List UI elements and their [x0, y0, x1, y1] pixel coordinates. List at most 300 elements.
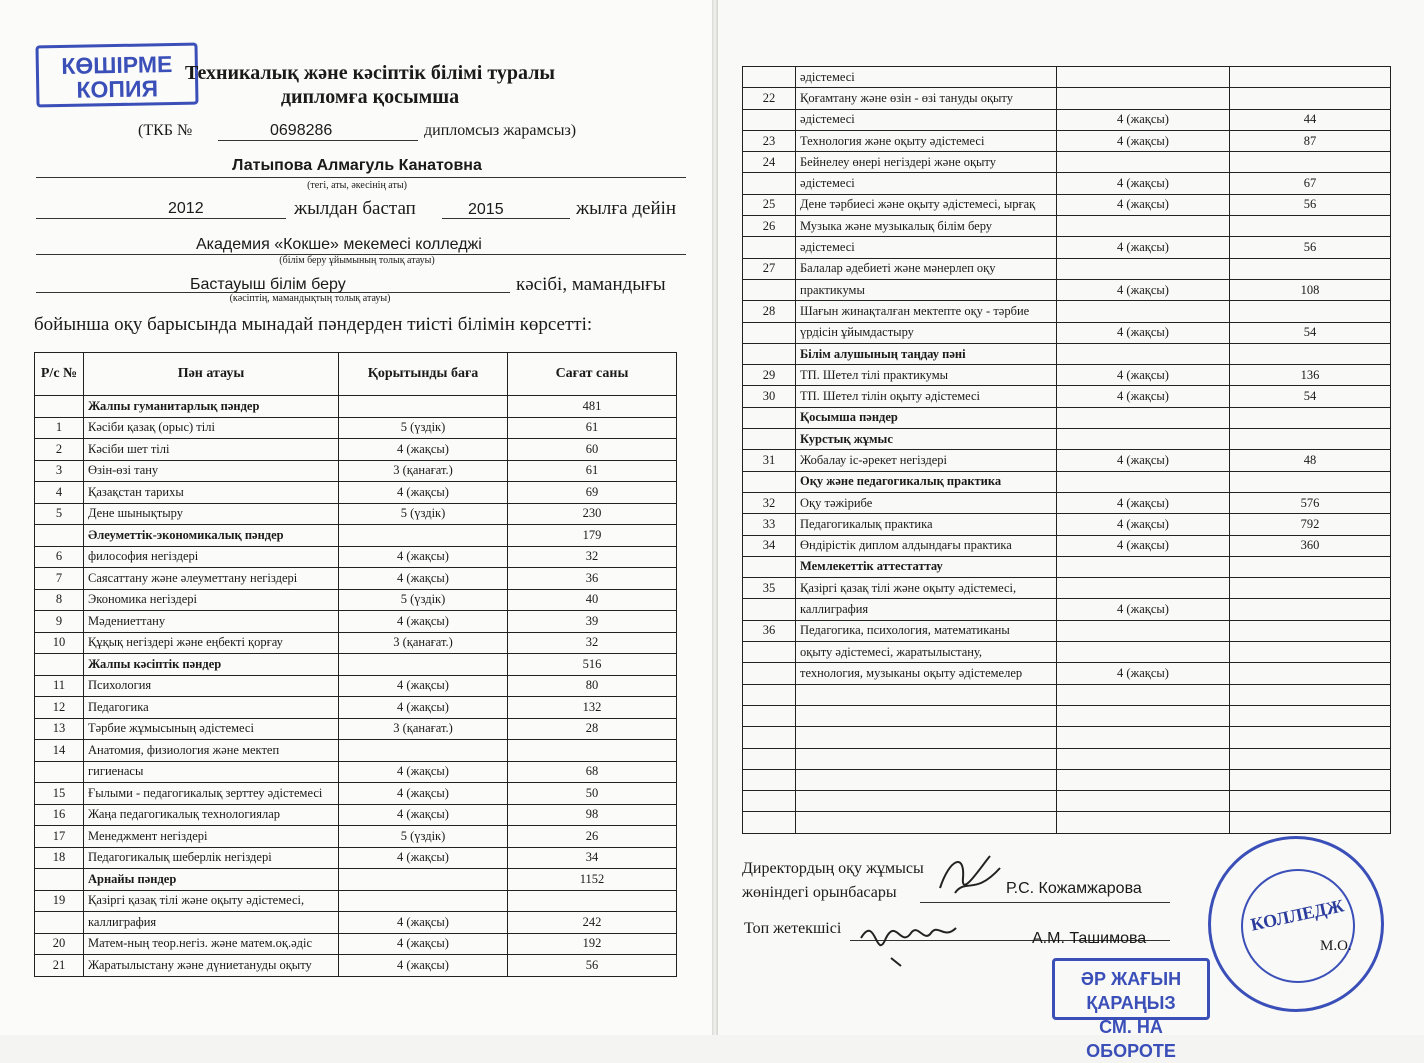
cell-num: 11 — [35, 675, 84, 697]
cell-num: 3 — [35, 460, 84, 482]
cell-grade — [339, 654, 508, 676]
table-row — [35, 568, 677, 590]
cell-grade: 4 (жақсы) — [339, 933, 508, 955]
cell-hours: 54 — [1230, 386, 1391, 407]
cell-num — [35, 869, 84, 891]
cell-num: 9 — [35, 611, 84, 633]
table-row — [743, 642, 1391, 663]
cell-subject: Балалар әдебиеті және мәнерлеп оқу — [796, 258, 1057, 279]
cell-num: 33 — [743, 514, 796, 535]
cell-num: 34 — [743, 535, 796, 556]
cell-num: 18 — [35, 847, 84, 869]
cell-subject: Оқу және педагогикалық практика — [796, 471, 1057, 492]
cell-num — [743, 642, 796, 663]
cell-subject: Тәрбие жұмысының әдістемесі — [84, 718, 339, 740]
cell-hours — [1230, 705, 1391, 726]
cell-subject: философия негіздері — [84, 546, 339, 568]
cell-grade: 3 (қанағат.) — [339, 632, 508, 654]
cell-num — [35, 396, 84, 418]
cell-hours: 792 — [1230, 514, 1391, 535]
cell-subject: Әлеуметтік-экономикалық пәндер — [84, 525, 339, 547]
cell-hours: 576 — [1230, 492, 1391, 513]
cell-hours — [1230, 407, 1391, 428]
cell-hours — [1230, 67, 1391, 88]
cell-grade — [1057, 684, 1230, 705]
cell-hours: 56 — [1230, 194, 1391, 215]
cell-grade — [1057, 216, 1230, 237]
cell-grade: 4 (жақсы) — [1057, 194, 1230, 215]
cell-subject: Мәдениеттану — [84, 611, 339, 633]
table-row — [743, 301, 1391, 322]
cell-hours: 61 — [508, 460, 677, 482]
cell-num: 36 — [743, 620, 796, 641]
cell-num: 31 — [743, 450, 796, 471]
cell-num: 8 — [35, 589, 84, 611]
cell-grade: 4 (жақсы) — [1057, 450, 1230, 471]
institution: Академия «Кокше» мекемесі колледжі — [196, 236, 482, 253]
cell-subject: Білім алушының таңдау пәні — [796, 343, 1057, 364]
from-text: жылдан бастап — [294, 198, 416, 219]
table-row — [35, 804, 677, 826]
year-to: 2015 — [468, 201, 504, 218]
col-subject-header: Пән атауы — [84, 353, 339, 396]
table-row — [35, 697, 677, 719]
cell-num — [743, 67, 796, 88]
table-row — [35, 955, 677, 977]
tkb-suffix: дипломсыз жарамсыз) — [424, 122, 577, 139]
seal-text: КОЛЛЕДЖ — [1248, 895, 1346, 935]
intro-text: бойынша оқу барысында мынадай пәндерден тиісті білімін көрсетті: — [34, 314, 593, 335]
cell-grade — [339, 869, 508, 891]
page-fold — [712, 0, 718, 1035]
cell-hours: 26 — [508, 826, 677, 848]
cell-num: 19 — [35, 890, 84, 912]
cell-subject: Кәсіби шет тілі — [84, 439, 339, 461]
cell-grade: 4 (жақсы) — [1057, 663, 1230, 684]
cell-hours: 136 — [1230, 365, 1391, 386]
seal-mo: М.О. — [1320, 938, 1352, 954]
table-row — [743, 791, 1391, 812]
cell-hours — [1230, 620, 1391, 641]
cell-hours: 67 — [1230, 173, 1391, 194]
cell-hours — [1230, 748, 1391, 769]
table-row — [743, 535, 1391, 556]
cell-hours: 50 — [508, 783, 677, 805]
cell-hours — [1230, 663, 1391, 684]
year-from: 2012 — [168, 200, 204, 217]
cell-hours — [1230, 301, 1391, 322]
cell-num: 6 — [35, 546, 84, 568]
cell-grade: 5 (үздік) — [339, 589, 508, 611]
table-row — [35, 632, 677, 654]
profession: Бастауыш білім беру — [190, 276, 346, 293]
cell-subject: Педагогика — [84, 697, 339, 719]
cell-grade: 4 (жақсы) — [1057, 599, 1230, 620]
table-row — [35, 503, 677, 525]
cell-subject: Шағын жинақталған мектепте оқу - тәрбие — [796, 301, 1057, 322]
cell-num — [743, 705, 796, 726]
cell-hours — [1230, 88, 1391, 109]
table-row — [35, 783, 677, 805]
cell-subject: практикумы — [796, 279, 1057, 300]
student-name-caption: (тегі, аты, әкесінің аты) — [307, 180, 407, 191]
cell-num — [743, 322, 796, 343]
col-hours-header: Сағат саны — [508, 353, 677, 396]
cell-subject: Жобалау іс-әрекет негіздері — [796, 450, 1057, 471]
cell-grade — [1057, 67, 1230, 88]
table-row — [743, 258, 1391, 279]
table-row — [743, 748, 1391, 769]
student-name-line — [36, 177, 686, 178]
cell-num — [743, 791, 796, 812]
deputy-title-line1: Директордың оқу жұмысы — [742, 860, 924, 877]
cell-subject: Жаңа педагогикалық технологиялар — [84, 804, 339, 826]
cell-hours — [1230, 791, 1391, 812]
cell-subject: Өзін-өзі тану — [84, 460, 339, 482]
cell-subject — [796, 812, 1057, 833]
cell-grade: 4 (жақсы) — [1057, 514, 1230, 535]
tkb-prefix: (ТКБ № — [138, 122, 193, 139]
cell-hours: 80 — [508, 675, 677, 697]
cell-hours — [508, 890, 677, 912]
cell-num: 14 — [35, 740, 84, 762]
cell-hours: 48 — [1230, 450, 1391, 471]
cell-grade — [339, 525, 508, 547]
cell-subject — [796, 684, 1057, 705]
cell-hours — [1230, 727, 1391, 748]
cell-subject: Дене шынықтыру — [84, 503, 339, 525]
cell-grade: 4 (жақсы) — [1057, 535, 1230, 556]
cell-grade: 4 (жақсы) — [339, 482, 508, 504]
cell-grade: 3 (қанағат.) — [339, 460, 508, 482]
cell-grade — [1057, 343, 1230, 364]
table-row — [35, 890, 677, 912]
cell-grade — [1057, 642, 1230, 663]
cell-grade: 4 (жақсы) — [1057, 365, 1230, 386]
cell-subject: Қоғамтану және өзін - өзі тануды оқыту — [796, 88, 1057, 109]
cell-hours: 60 — [508, 439, 677, 461]
cell-hours: 360 — [1230, 535, 1391, 556]
cell-num — [743, 812, 796, 833]
cell-subject: оқыту әдістемесі, жаратылыстану, — [796, 642, 1057, 663]
cell-num — [743, 684, 796, 705]
cell-hours: 192 — [508, 933, 677, 955]
cell-subject: әдістемесі — [796, 237, 1057, 258]
cell-grade — [1057, 791, 1230, 812]
table-row — [35, 761, 677, 783]
cell-grade: 5 (үздік) — [339, 826, 508, 848]
table-row — [743, 450, 1391, 471]
cell-num — [743, 556, 796, 577]
cell-num — [35, 525, 84, 547]
deputy-signature — [935, 848, 1005, 904]
cell-num: 4 — [35, 482, 84, 504]
cell-hours — [1230, 216, 1391, 237]
cell-num: 16 — [35, 804, 84, 826]
table-row — [35, 740, 677, 762]
cell-subject: Анатомия, физиология және мектеп — [84, 740, 339, 762]
cell-num: 26 — [743, 216, 796, 237]
cell-subject: гигиенасы — [84, 761, 339, 783]
cell-hours: 69 — [508, 482, 677, 504]
table-row — [35, 546, 677, 568]
cell-hours: 68 — [508, 761, 677, 783]
table-row — [35, 611, 677, 633]
cell-hours: 61 — [508, 417, 677, 439]
cell-hours: 108 — [1230, 279, 1391, 300]
cell-num: 27 — [743, 258, 796, 279]
table-row — [743, 237, 1391, 258]
cell-hours: 40 — [508, 589, 677, 611]
cell-grade: 4 (жақсы) — [339, 804, 508, 826]
cell-subject: ТП. Шетел тілін оқыту әдістемесі — [796, 386, 1057, 407]
cell-grade: 4 (жақсы) — [1057, 492, 1230, 513]
cell-num: 15 — [35, 783, 84, 805]
table-row — [35, 869, 677, 891]
table-row — [743, 620, 1391, 641]
see-reverse-stamp — [1052, 958, 1210, 1061]
table-row — [743, 471, 1391, 492]
table-row — [35, 847, 677, 869]
table-row — [743, 599, 1391, 620]
cell-grade — [1057, 812, 1230, 833]
cell-subject: Матем-ның теор.негіз. және матем.оқ.әдіс — [84, 933, 339, 955]
cell-subject: Жаратылыстану және дүниетануды оқыту — [84, 955, 339, 977]
table-row — [35, 912, 677, 934]
table-row — [743, 812, 1391, 833]
cell-hours: 516 — [508, 654, 677, 676]
cell-num — [743, 599, 796, 620]
cell-subject: каллиграфия — [84, 912, 339, 934]
table-row — [35, 525, 677, 547]
cell-subject: Педагогикалық практика — [796, 514, 1057, 535]
table-row — [743, 173, 1391, 194]
diploma-number: 0698286 — [270, 122, 333, 139]
cell-grade: 4 (жақсы) — [339, 675, 508, 697]
cell-subject: технология, музыканы оқыту әдістемелер — [796, 663, 1057, 684]
col-grade-header: Қорытынды баға — [339, 353, 508, 396]
cell-subject: әдістемесі — [796, 173, 1057, 194]
group-leader-signature — [856, 908, 966, 970]
cell-grade: 4 (жақсы) — [339, 546, 508, 568]
year-from-line — [36, 218, 286, 219]
cell-subject: Өндірістік диплом алдындағы практика — [796, 535, 1057, 556]
cell-num: 12 — [35, 697, 84, 719]
cell-hours: 87 — [1230, 130, 1391, 151]
cell-hours: 54 — [1230, 322, 1391, 343]
table-row — [35, 396, 677, 418]
table-row — [743, 769, 1391, 790]
cell-hours — [1230, 812, 1391, 833]
cell-subject: Қазіргі қазақ тілі және оқыту әдістемесі, — [84, 890, 339, 912]
cell-subject: Мемлекеттік аттестаттау — [796, 556, 1057, 577]
table-row — [743, 88, 1391, 109]
cell-grade: 4 (жақсы) — [339, 761, 508, 783]
cell-num: 28 — [743, 301, 796, 322]
cell-hours — [508, 740, 677, 762]
cell-grade — [339, 890, 508, 912]
cell-num: 30 — [743, 386, 796, 407]
cell-num — [743, 343, 796, 364]
cell-subject: каллиграфия — [796, 599, 1057, 620]
cell-num — [35, 761, 84, 783]
see-reverse-line1: ӘР ЖАҒЫН ҚАРАҢЫЗ — [1080, 969, 1182, 1013]
cell-grade: 4 (жақсы) — [339, 568, 508, 590]
cell-num — [743, 727, 796, 748]
cell-subject: әдістемесі — [796, 67, 1057, 88]
cell-grade — [1057, 769, 1230, 790]
table-row — [35, 589, 677, 611]
table-row — [35, 482, 677, 504]
cell-hours: 56 — [1230, 237, 1391, 258]
cell-grade — [1057, 152, 1230, 173]
copy-stamp-line2: КОПИЯ — [76, 75, 159, 103]
cell-subject: Технология және оқыту әдістемесі — [796, 130, 1057, 151]
cell-subject: Қосымша пәндер — [796, 407, 1057, 428]
cell-num: 23 — [743, 130, 796, 151]
cell-subject: Менеджмент негіздері — [84, 826, 339, 848]
cell-num — [743, 237, 796, 258]
cell-hours: 132 — [508, 697, 677, 719]
cell-hours: 34 — [508, 847, 677, 869]
table-row — [743, 152, 1391, 173]
cell-hours: 28 — [508, 718, 677, 740]
cell-grade: 4 (жақсы) — [339, 697, 508, 719]
cell-grade — [1057, 88, 1230, 109]
cell-num: 7 — [35, 568, 84, 590]
cell-hours: 32 — [508, 632, 677, 654]
cell-subject: Арнайы пәндер — [84, 869, 339, 891]
cell-num: 10 — [35, 632, 84, 654]
cell-hours: 1152 — [508, 869, 677, 891]
table-row — [35, 439, 677, 461]
cell-subject: Курстық жұмыс — [796, 429, 1057, 450]
document-title-line2: дипломға қосымша — [280, 86, 460, 108]
table-row — [743, 343, 1391, 364]
cell-hours — [1230, 578, 1391, 599]
cell-subject: үрдісін ұйымдастыру — [796, 322, 1057, 343]
cell-grade: 4 (жақсы) — [339, 783, 508, 805]
cell-subject: Оқу тәжірибе — [796, 492, 1057, 513]
cell-subject: Жалпы гуманитарлық пәндер — [84, 396, 339, 418]
cell-num: 1 — [35, 417, 84, 439]
cell-subject: Қазіргі қазақ тілі және оқыту әдістемесі, — [796, 578, 1057, 599]
table-row — [743, 109, 1391, 130]
cell-subject — [796, 791, 1057, 812]
cell-grade — [1057, 705, 1230, 726]
cell-num — [743, 407, 796, 428]
cell-grade: 5 (үздік) — [339, 503, 508, 525]
table-row — [743, 578, 1391, 599]
table-row — [743, 216, 1391, 237]
cell-grade — [1057, 620, 1230, 641]
table-row — [743, 663, 1391, 684]
cell-grade — [1057, 258, 1230, 279]
cell-num — [743, 279, 796, 300]
col-num-header: Р/с № — [35, 353, 84, 396]
cell-hours — [1230, 343, 1391, 364]
table-row — [35, 654, 677, 676]
cell-hours: 179 — [508, 525, 677, 547]
cell-subject: Қазақстан тарихы — [84, 482, 339, 504]
cell-hours: 98 — [508, 804, 677, 826]
diploma-number-line — [218, 140, 418, 141]
table-row — [743, 429, 1391, 450]
table-row — [743, 514, 1391, 535]
cell-grade — [339, 740, 508, 762]
profession-caption: (кәсіптің, мамандықтың толық атауы) — [229, 293, 391, 304]
cell-grade: 4 (жақсы) — [339, 439, 508, 461]
cell-hours: 56 — [508, 955, 677, 977]
cell-subject — [796, 769, 1057, 790]
cell-grade — [1057, 578, 1230, 599]
table-row — [743, 705, 1391, 726]
cell-subject: Кәсіби қазақ (орыс) тілі — [84, 417, 339, 439]
cell-hours — [1230, 684, 1391, 705]
student-name: Латыпова Алмагуль Канатовна — [232, 157, 482, 174]
cell-grade: 4 (жақсы) — [339, 912, 508, 934]
table-row — [743, 727, 1391, 748]
cell-num: 24 — [743, 152, 796, 173]
cell-num: 2 — [35, 439, 84, 461]
cell-num: 35 — [743, 578, 796, 599]
cell-grade — [1057, 301, 1230, 322]
table-row — [743, 365, 1391, 386]
cell-num: 21 — [35, 955, 84, 977]
table-row — [35, 933, 677, 955]
cell-grade: 3 (қанағат.) — [339, 718, 508, 740]
cell-grade — [339, 396, 508, 418]
cell-grade — [1057, 471, 1230, 492]
cell-num: 25 — [743, 194, 796, 215]
cell-hours: 230 — [508, 503, 677, 525]
table-row — [743, 67, 1391, 88]
cell-grade: 4 (жақсы) — [1057, 173, 1230, 194]
table-row — [743, 322, 1391, 343]
to-text: жылға дейін — [576, 198, 677, 219]
cell-hours — [1230, 258, 1391, 279]
year-to-line — [442, 218, 570, 219]
cell-hours — [1230, 556, 1391, 577]
cell-num — [35, 654, 84, 676]
cell-grade — [1057, 407, 1230, 428]
table-row — [743, 386, 1391, 407]
cell-num — [743, 109, 796, 130]
cell-num — [743, 429, 796, 450]
table-row — [743, 556, 1391, 577]
cell-subject: Ғылыми - педагогикалық зерттеу әдістемесі — [84, 783, 339, 805]
cell-grade: 4 (жақсы) — [1057, 237, 1230, 258]
cell-grade — [1057, 556, 1230, 577]
deputy-name: Р.С. Кожамжарова — [1006, 880, 1142, 897]
cell-grade — [1057, 429, 1230, 450]
table-row — [743, 279, 1391, 300]
cell-subject: Дене тәрбиесі және оқыту әдістемесі, ырғақ — [796, 194, 1057, 215]
cell-num — [743, 173, 796, 194]
cell-hours: 44 — [1230, 109, 1391, 130]
grades-table-right — [742, 66, 1391, 834]
cell-num — [743, 769, 796, 790]
cell-hours: 242 — [508, 912, 677, 934]
cell-subject: әдістемесі — [796, 109, 1057, 130]
cell-hours: 39 — [508, 611, 677, 633]
cell-grade: 4 (жақсы) — [339, 611, 508, 633]
cell-hours — [1230, 642, 1391, 663]
cell-grade: 4 (жақсы) — [339, 955, 508, 977]
cell-num: 20 — [35, 933, 84, 955]
table-row — [35, 675, 677, 697]
cell-subject: Саясаттану және әлеуметтану негіздері — [84, 568, 339, 590]
